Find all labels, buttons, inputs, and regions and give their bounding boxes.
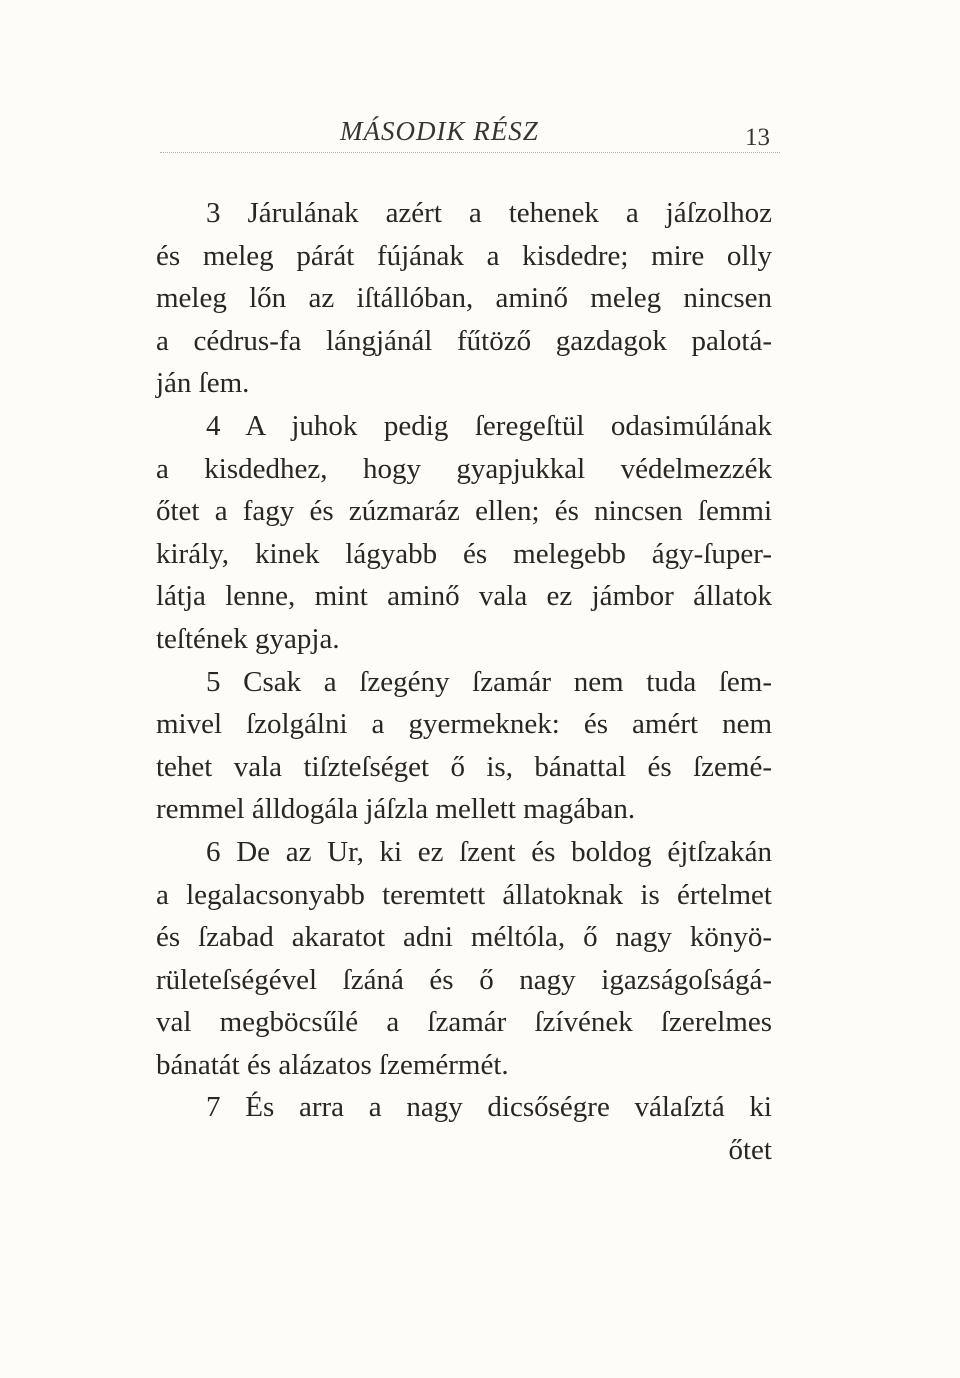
text-line: ján ſem. [156, 367, 250, 400]
text-line: király, kinek lágyabb és melegebb ágy-ſuper- [156, 537, 772, 570]
text-line: a cédrus-fa lángjánál fűtöző gazdagok palotá- [156, 324, 772, 357]
text-line: 3 Járulának azért a tehenek a jáſzolhoz [206, 197, 772, 229]
text-line: remmel álldogála jáſzla mellett magában. [156, 793, 636, 826]
text-line: őtet a fagy és zúzmaráz ellen; és nincsen ſemmi [156, 495, 772, 528]
text-line: 7 És arra a nagy dicsőségre válaſztá ki [206, 1091, 772, 1124]
page-number: 13 [745, 124, 770, 151]
text-line: val megböcsűlé a ſzamár ſzívének ſzerelmes [156, 1006, 772, 1039]
text-line: tehet vala tiſzteſséget ő is, bánattal és ſzemé- [156, 750, 772, 783]
header-divider [160, 152, 780, 153]
text-line: 6 De az Ur, ki ez ſzent és boldog éjtſzakán [206, 835, 772, 868]
section-title: MÁSODIK RÉSZ [340, 116, 539, 146]
text-line: meleg lőn az iſtállóban, aminő meleg nincsen [156, 282, 772, 315]
text-line: bánatát és alázatos ſzemérmét. [156, 1048, 509, 1081]
text-line: a kisdedhez, hogy gyapjukkal védelmezzék [156, 452, 772, 485]
text-line: mivel ſzolgálni a gyermeknek: és amért nem [156, 708, 772, 741]
body-text [156, 192, 772, 1172]
text-line: rületeſségével ſzáná és ő nagy igazságoſságá- [156, 963, 772, 996]
catchword: őtet [728, 1134, 772, 1167]
text-line: a legalacsonyabb teremtett állatoknak is értelmet [156, 878, 772, 911]
running-head [0, 116, 960, 156]
text-line: és meleg párát fújának a kisdedre; mire olly [156, 239, 772, 272]
text-line: látja lenne, mint aminő vala ez jámbor állatok [156, 580, 772, 613]
text-line: 4 A juhok pedig ſeregeſtül odasimúlának [206, 409, 772, 442]
text-line: 5 Csak a ſzegény ſzamár nem tuda ſem- [206, 665, 772, 698]
text-line: teſtének gyapja. [156, 622, 340, 655]
text-line: és ſzabad akaratot adni méltóla, ő nagy könyö- [156, 921, 772, 954]
